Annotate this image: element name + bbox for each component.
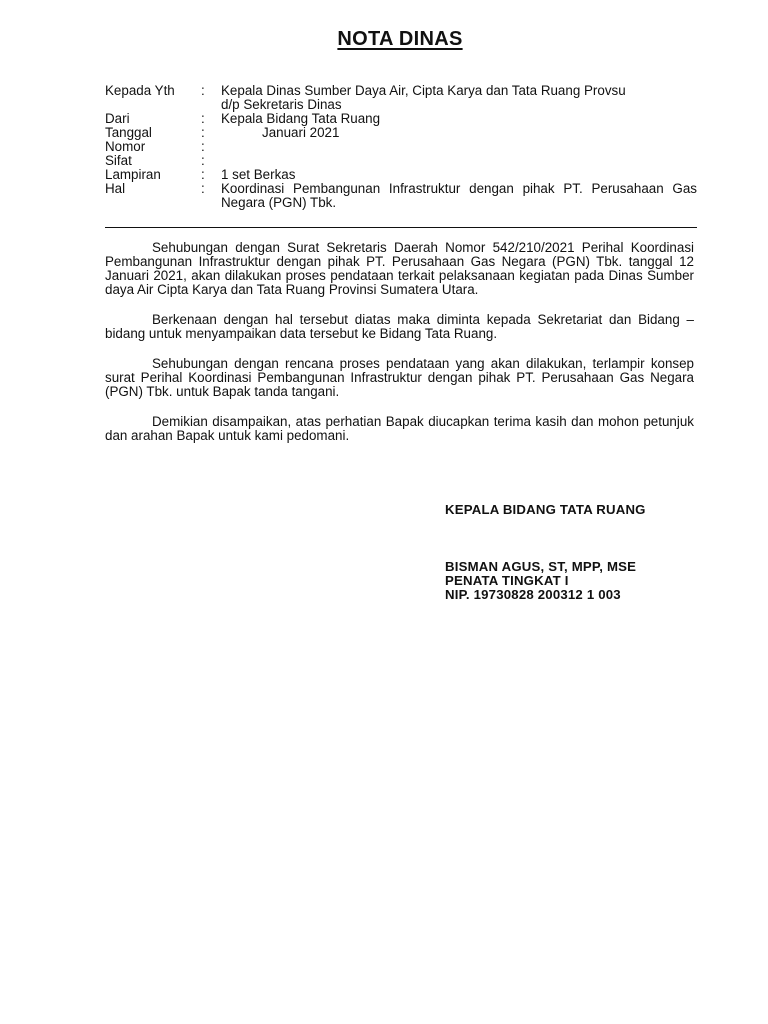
hal-label: Hal: [105, 181, 126, 196]
body-paragraph-1: Sehubungan dengan Surat Sekretaris Daerah Nomor 542/210/2021 Perihal Koordinasi Pembangunan Infrastruktur dengan pihak PT. Perusahaan Gas Negara (PGN) Tbk. tanggal 12 Januari 2021, akan dilakukan proses pendataan terkait pelaksanaan kegiatan pada Dinas Sumber daya Air Cipta Karya dan Tata Ruang Provinsi Sumatera Utara.: [105, 240, 694, 297]
lampiran-value: 1 set Berkas: [221, 167, 296, 182]
signatory-nip: NIP. 19730828 200312 1 003: [445, 587, 621, 602]
hal-colon: :: [201, 181, 205, 196]
header-row-lampiran: [105, 168, 697, 182]
signatory-name: BISMAN AGUS, ST, MPP, MSE: [445, 559, 637, 574]
kepada-label: Kepada Yth: [105, 83, 175, 98]
signatory-rank: PENATA TINGKAT I: [445, 573, 569, 588]
hal-value: Koordinasi Pembangunan Infrastruktur dengan pihak PT. Perusahaan Gas Negara (PGN) Tbk.: [221, 181, 697, 210]
nomor-label: Nomor: [105, 139, 146, 154]
kepada-value: [221, 84, 697, 112]
dari-value: Kepala Bidang Tata Ruang: [221, 111, 381, 126]
tanggal-label: Tanggal: [105, 125, 152, 140]
nomor-colon: :: [201, 139, 205, 154]
header-row-tanggal: [105, 126, 697, 140]
memo-header: [105, 84, 697, 210]
lampiran-colon: :: [201, 167, 205, 182]
kepada-value-line1: Kepala Dinas Sumber Daya Air, Cipta Karya dan Tata Ruang Provsu: [221, 83, 626, 98]
document-title: NOTA DINAS: [337, 28, 463, 50]
kepada-value-line2: d/p Sekretaris Dinas: [221, 97, 342, 112]
lampiran-label: Lampiran: [105, 167, 161, 182]
sifat-label: Sifat: [105, 153, 132, 168]
body-paragraph-3: Sehubungan dengan rencana proses pendataan yang akan dilakukan, terlampir konsep surat Perihal Koordinasi Pembangunan Infrastruktur dengan pihak PT. Perusahaan Gas Negara (PGN) Tbk. untuk Bapak tanda tangani.: [105, 356, 694, 399]
header-divider: [105, 227, 697, 228]
signature-block: [445, 560, 636, 602]
dari-label: Dari: [105, 111, 130, 126]
header-row-nomor: [105, 140, 697, 154]
sifat-colon: :: [201, 153, 205, 168]
signature-position: KEPALA BIDANG TATA RUANG: [445, 502, 646, 517]
body-paragraph-4: Demikian disampaikan, atas perhatian Bapak diucapkan terima kasih dan mohon petunjuk dan arahan Bapak untuk kami pedomani.: [105, 414, 694, 443]
header-row-hal: [105, 182, 697, 210]
header-row-kepada: [105, 84, 697, 112]
header-row-dari: [105, 112, 697, 126]
tanggal-value: Januari 2021: [262, 125, 340, 140]
tanggal-colon: :: [201, 125, 205, 140]
dari-colon: :: [201, 111, 205, 126]
memo-body: [105, 241, 694, 459]
body-paragraph-2: Berkenaan dengan hal tersebut diatas maka diminta kepada Sekretariat dan Bidang – bidang untuk menyampaikan data tersebut ke Bidang Tata Ruang.: [105, 312, 694, 341]
kepada-colon: :: [201, 83, 205, 98]
header-row-sifat: [105, 154, 697, 168]
